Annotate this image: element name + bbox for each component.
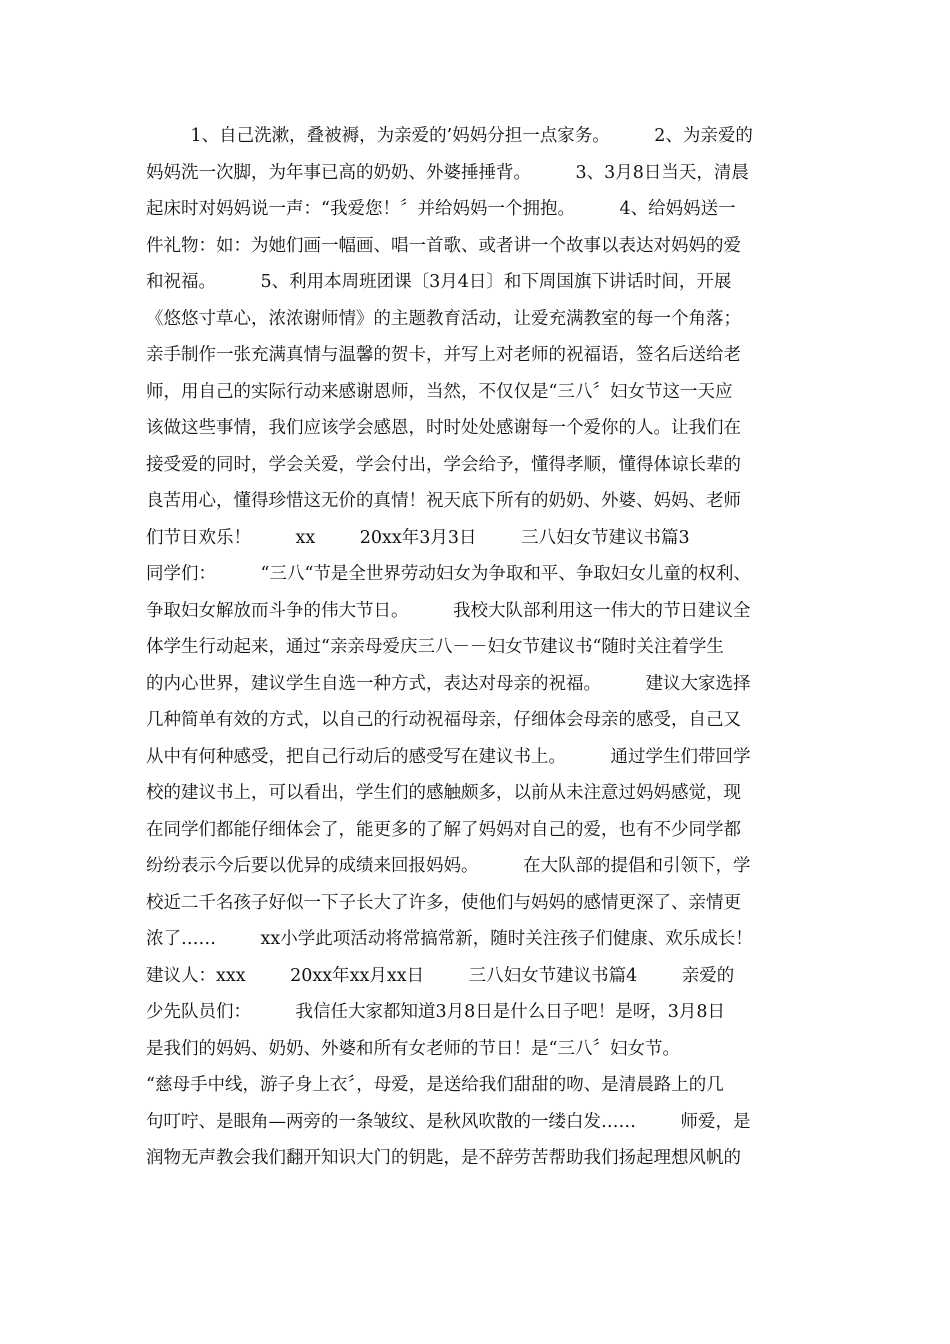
document-body xyxy=(146,118,810,1177)
text-line: 们节日欢乐！ xx 20xx年3月3日 三八妇女节建议书篇3 xyxy=(146,527,690,548)
text-line: 校近二千名孩子好似一下子长大了许多，使他们与妈妈的感情更深了、亲情更 xyxy=(146,892,741,913)
text-line: 师，用自己的实际行动来感谢恩师，当然，不仅仅是“三八〞妇女节这一天应 xyxy=(146,381,733,402)
text-line: 妈妈洗一次脚，为年事已高的奶奶、外婆捶捶背。 3、3月8日当天，清晨 xyxy=(146,162,749,183)
text-line: 《悠悠寸草心，浓浓谢师情》的主题教育活动，让爱充满教室的每一个角落； xyxy=(146,308,741,329)
text-line: 的内心世界，建议学生自选一种方式，表达对母亲的祝福。 建议大家选择 xyxy=(146,673,751,694)
text-line: 争取妇女解放而斗争的伟大节日。 我校大队部利用这一伟大的节日建议全 xyxy=(146,600,751,621)
text-line: 润物无声教会我们翻开知识大门的钥匙，是不辞劳苦帮助我们扬起理想风帆的 xyxy=(146,1148,741,1168)
text-line: 同学们： “三八“节是全世界劳动妇女为争取和平、争取妇女儿童的权利、 xyxy=(146,564,751,584)
text-line: 亲手制作一张充满真情与温馨的贺卡，并写上对老师的祝福语，签名后送给老 xyxy=(146,345,741,365)
text-line: 纷纷表示今后要以优异的成绩来回报妈妈。 在大队部的提倡和引领下，学 xyxy=(146,856,751,876)
text-line: 少先队员们： 我信任大家都知道3月8日是什么日子吧！是呀，3月8日 xyxy=(146,1002,726,1022)
text-line: 和祝福。 5、利用本周班团课〔3月4日〕和下周国旗下讲话时间，开展 xyxy=(146,272,732,292)
text-line: 几种简单有效的方式，以自己的行动祝福母亲，仔细体会母亲的感受，自己又 xyxy=(146,710,741,730)
text-line: 件礼物：如：为她们画一幅画、唱一首歌、或者讲一个故事以表达对妈妈的爱 xyxy=(146,235,741,256)
text-line: 该做这些事情，我们应该学会感恩，时时处处感谢每一个爱你的人。让我们在 xyxy=(146,418,741,438)
text-line: 1、自己洗漱，叠被褥，为亲爱的’妈妈分担一点家务。 2、为亲爱的 xyxy=(146,126,753,146)
text-line: 校的建议书上，可以看出，学生们的感触颇多，以前从未注意过妈妈感觉，现 xyxy=(146,783,741,803)
text-line: 起床时对妈妈说一声：“我爱您！〞并给妈妈一个拥抱。 4、给妈妈送一 xyxy=(146,199,736,219)
text-line: 良苦用心，懂得珍惜这无价的真情！祝天底下所有的奶奶、外婆、妈妈、老师 xyxy=(146,491,741,511)
text-line: 浓了…… xx小学此项活动将常搞常新，随时关注孩子们健康、欢乐成长！ xyxy=(146,929,753,949)
text-line: “慈母手中线，游子身上衣〞，母爱，是送给我们甜甜的吻、是清晨路上的几 xyxy=(146,1075,724,1095)
text-line: 建议人：xxx 20xx年xx月xx日 三八妇女节建议书篇4 亲爱的 xyxy=(146,965,735,986)
text-line: 句叮咛、是眼角—两旁的一条皱纹、是秋风吹散的一缕白发…… 师爱，是 xyxy=(146,1111,751,1132)
text-line: 从中有何种感受，把自己行动后的感受写在建议书上。 通过学生们带回学 xyxy=(146,746,751,767)
text-line: 体学生行动起来，通过“亲亲母爱庆三八－－妇女节建议书“随时关注着学生 xyxy=(146,637,724,657)
text-line: 是我们的妈妈、奶奶、外婆和所有女老师的节日！是“三八〞妇女节。 xyxy=(146,1038,680,1059)
text-line: 接受爱的同时，学会关爱，学会付出，学会给予，懂得孝顺，懂得体谅长辈的 xyxy=(146,454,741,475)
text-line: 在同学们都能仔细体会了，能更多的了解了妈妈对自己的爱，也有不少同学都 xyxy=(146,819,741,840)
